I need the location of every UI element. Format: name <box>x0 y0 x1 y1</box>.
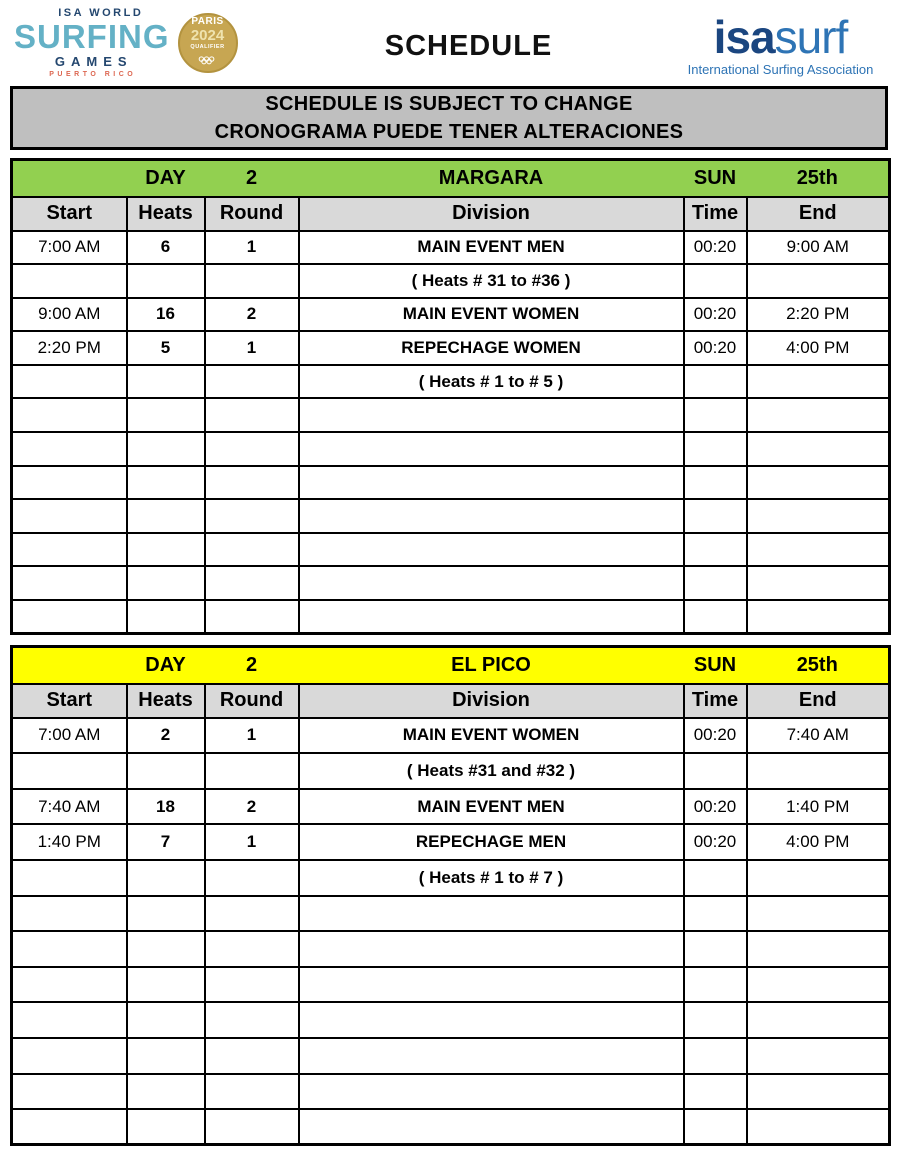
margara-row-11 <box>12 600 890 634</box>
column-header-heats: Heats <box>127 684 205 718</box>
column-header-round: Round <box>205 197 299 231</box>
cell-division <box>299 432 684 466</box>
cell-round <box>205 533 299 567</box>
cell-start <box>12 1038 127 1074</box>
cell-time <box>684 1038 747 1074</box>
cell-division: ( Heats # 1 to # 7 ) <box>299 860 684 896</box>
elpico-row-8 <box>12 1002 890 1038</box>
margara-row-6 <box>12 432 890 466</box>
margara-row-8 <box>12 499 890 533</box>
margara-row-5 <box>12 398 890 432</box>
cell-round <box>205 566 299 600</box>
cell-time <box>684 753 747 789</box>
cell-time <box>684 533 747 567</box>
cell-time <box>684 896 747 932</box>
cell-heats <box>127 600 205 634</box>
cell-start: 7:00 AM <box>12 718 127 754</box>
cell-heats <box>127 264 205 298</box>
cell-time <box>684 365 747 399</box>
cell-end <box>747 466 890 500</box>
cell-time <box>684 499 747 533</box>
isasurf-wordmark <box>673 11 888 63</box>
cell-end <box>747 398 890 432</box>
margara-row-10 <box>12 566 890 600</box>
cell-round: 1 <box>205 718 299 754</box>
margara-band-cell-5: 25th <box>747 160 890 197</box>
cell-end <box>747 533 890 567</box>
elpico-band-cell-2: 2 <box>205 647 299 684</box>
cell-start: 2:20 PM <box>12 331 127 365</box>
column-header-division: Division <box>299 684 684 718</box>
cell-heats <box>127 860 205 896</box>
column-header-start: Start <box>12 684 127 718</box>
cell-round: 2 <box>205 789 299 825</box>
logo-puerto-rico-text: PUERTO RICO <box>49 71 137 78</box>
title-container <box>264 8 673 63</box>
cell-start <box>12 1109 127 1145</box>
elpico-row-5 <box>12 896 890 932</box>
cell-heats: 2 <box>127 718 205 754</box>
cell-end <box>747 1038 890 1074</box>
cell-round <box>205 365 299 399</box>
cell-start <box>12 931 127 967</box>
cell-end <box>747 896 890 932</box>
cell-heats: 18 <box>127 789 205 825</box>
cell-end <box>747 1109 890 1145</box>
cell-time <box>684 967 747 1003</box>
cell-end <box>747 967 890 1003</box>
cell-end <box>747 860 890 896</box>
cell-division <box>299 466 684 500</box>
cell-division: ( Heats #31 and #32 ) <box>299 753 684 789</box>
margara-row-2 <box>12 298 890 332</box>
cell-division <box>299 600 684 634</box>
cell-start: 7:40 AM <box>12 789 127 825</box>
cell-round <box>205 753 299 789</box>
cell-heats: 6 <box>127 231 205 265</box>
cell-time <box>684 398 747 432</box>
cell-division: ( Heats # 1 to # 5 ) <box>299 365 684 399</box>
cell-division: REPECHAGE WOMEN <box>299 331 684 365</box>
cell-heats <box>127 1002 205 1038</box>
cell-division: MAIN EVENT WOMEN <box>299 298 684 332</box>
column-header-round: Round <box>205 684 299 718</box>
cell-round <box>205 860 299 896</box>
cell-division <box>299 566 684 600</box>
cell-round <box>205 931 299 967</box>
cell-heats <box>127 398 205 432</box>
cell-start <box>12 365 127 399</box>
cell-start <box>12 896 127 932</box>
cell-time: 00:20 <box>684 231 747 265</box>
cell-time <box>684 600 747 634</box>
isasurf-subtitle: International Surfing Association <box>687 62 874 77</box>
cell-round <box>205 1109 299 1145</box>
margara-band-cell-2: 2 <box>205 160 299 197</box>
badge-qualifier-text: QUALIFIER <box>190 44 225 51</box>
cell-end <box>747 432 890 466</box>
cell-round <box>205 896 299 932</box>
cell-heats <box>127 365 205 399</box>
cell-start <box>12 264 127 298</box>
cell-start <box>12 566 127 600</box>
cell-division <box>299 1038 684 1074</box>
cell-start: 1:40 PM <box>12 824 127 860</box>
cell-heats <box>127 896 205 932</box>
margara-band-cell-1: DAY <box>127 160 205 197</box>
badge-paris-text: PARIS <box>191 16 224 28</box>
cell-start: 7:00 AM <box>12 231 127 265</box>
cell-division <box>299 499 684 533</box>
margara-row-7 <box>12 466 890 500</box>
elpico-band-cell-4: SUN <box>684 647 747 684</box>
cell-end <box>747 931 890 967</box>
margara-band-cell-4: SUN <box>684 160 747 197</box>
cell-end: 4:00 PM <box>747 331 890 365</box>
cell-time <box>684 1074 747 1110</box>
cell-heats: 7 <box>127 824 205 860</box>
cell-time <box>684 931 747 967</box>
cell-heats <box>127 967 205 1003</box>
cell-start <box>12 967 127 1003</box>
cell-division <box>299 896 684 932</box>
isasurf-logo <box>673 8 888 76</box>
cell-heats <box>127 753 205 789</box>
cell-start: 9:00 AM <box>12 298 127 332</box>
cell-start <box>12 600 127 634</box>
paris-2024-qualifier-badge <box>178 13 238 73</box>
cell-start <box>12 1074 127 1110</box>
cell-division <box>299 398 684 432</box>
cell-round <box>205 1038 299 1074</box>
cell-division <box>299 931 684 967</box>
cell-heats <box>127 499 205 533</box>
cell-division: MAIN EVENT WOMEN <box>299 718 684 754</box>
margara-band-row <box>12 160 890 197</box>
cell-end <box>747 499 890 533</box>
cell-heats: 5 <box>127 331 205 365</box>
cell-start <box>12 466 127 500</box>
cell-time <box>684 1109 747 1145</box>
elpico-band-cell-5: 25th <box>747 647 890 684</box>
cell-division <box>299 1074 684 1110</box>
schedule-notice-banner <box>10 86 888 150</box>
logo-isa-world-text: ISA WORLD <box>58 7 144 19</box>
cell-heats <box>127 533 205 567</box>
cell-round <box>205 1002 299 1038</box>
cell-end <box>747 365 890 399</box>
elpico-row-3 <box>12 824 890 860</box>
cell-time: 00:20 <box>684 331 747 365</box>
cell-division: REPECHAGE MEN <box>299 824 684 860</box>
cell-round <box>205 398 299 432</box>
surfing-games-wordmark <box>14 8 170 78</box>
cell-end <box>747 264 890 298</box>
cell-time <box>684 264 747 298</box>
cell-round: 2 <box>205 298 299 332</box>
column-header-heats: Heats <box>127 197 205 231</box>
margara-column-header-row <box>12 197 890 231</box>
notice-line-en: SCHEDULE IS SUBJECT TO CHANGE <box>265 92 633 115</box>
margara-row-3 <box>12 331 890 365</box>
badge-2024-text: 2024 <box>190 27 225 45</box>
cell-round: 1 <box>205 231 299 265</box>
elpico-band-cell-3: EL PICO <box>299 647 684 684</box>
cell-division <box>299 1109 684 1145</box>
cell-time <box>684 466 747 500</box>
cell-time <box>684 1002 747 1038</box>
elpico-row-0 <box>12 718 890 754</box>
elpico-row-11 <box>12 1109 890 1145</box>
cell-round: 1 <box>205 331 299 365</box>
cell-round <box>205 600 299 634</box>
cell-start <box>12 1002 127 1038</box>
cell-start <box>12 499 127 533</box>
cell-heats <box>127 931 205 967</box>
isa-world-surfing-games-logo <box>14 8 264 78</box>
elpico-row-2 <box>12 789 890 825</box>
cell-heats <box>127 1038 205 1074</box>
column-header-end: End <box>747 197 890 231</box>
cell-end <box>747 566 890 600</box>
logo-surfing-text: SURFING <box>14 18 170 55</box>
cell-end: 4:00 PM <box>747 824 890 860</box>
cell-time: 00:20 <box>684 718 747 754</box>
margara-row-1 <box>12 264 890 298</box>
cell-heats <box>127 1109 205 1145</box>
cell-heats <box>127 466 205 500</box>
cell-division: MAIN EVENT MEN <box>299 789 684 825</box>
cell-end: 2:20 PM <box>747 298 890 332</box>
cell-round <box>205 432 299 466</box>
column-header-division: Division <box>299 197 684 231</box>
cell-round: 1 <box>205 824 299 860</box>
cell-heats <box>127 432 205 466</box>
cell-division <box>299 533 684 567</box>
cell-division: MAIN EVENT MEN <box>299 231 684 265</box>
cell-end: 1:40 PM <box>747 789 890 825</box>
notice-line-es: CRONOGRAMA PUEDE TENER ALTERACIONES <box>214 120 684 143</box>
logo-games-text: GAMES <box>54 54 133 69</box>
schedule-tables <box>10 158 888 1146</box>
margara-row-4 <box>12 365 890 399</box>
cell-end: 9:00 AM <box>747 231 890 265</box>
cell-time <box>684 432 747 466</box>
isasurf-surf-text: surf <box>774 11 848 63</box>
column-header-time: Time <box>684 684 747 718</box>
elpico-column-header-row <box>12 684 890 718</box>
elpico-band-cell-0 <box>12 647 127 684</box>
cell-time: 00:20 <box>684 298 747 332</box>
cell-round <box>205 499 299 533</box>
cell-start <box>12 753 127 789</box>
margara-band-cell-3: MARGARA <box>299 160 684 197</box>
elpico-band-cell-1: DAY <box>127 647 205 684</box>
page-header <box>0 0 900 84</box>
margara-row-0 <box>12 231 890 265</box>
cell-end <box>747 1074 890 1110</box>
cell-start <box>12 860 127 896</box>
cell-round <box>205 967 299 1003</box>
cell-division <box>299 1002 684 1038</box>
margara-row-9 <box>12 533 890 567</box>
cell-division <box>299 967 684 1003</box>
cell-heats <box>127 1074 205 1110</box>
column-header-start: Start <box>12 197 127 231</box>
elpico-row-10 <box>12 1074 890 1110</box>
column-header-end: End <box>747 684 890 718</box>
isasurf-isa-text: isa <box>713 11 775 63</box>
page-title: SCHEDULE <box>384 30 553 62</box>
margara-band-cell-0 <box>12 160 127 197</box>
cell-end: 7:40 AM <box>747 718 890 754</box>
cell-round <box>205 264 299 298</box>
olympic-rings-icon <box>197 53 219 69</box>
cell-end <box>747 753 890 789</box>
margara-schedule-table <box>10 158 891 635</box>
cell-heats: 16 <box>127 298 205 332</box>
elpico-schedule-table <box>10 645 891 1146</box>
cell-end <box>747 1002 890 1038</box>
cell-start <box>12 398 127 432</box>
elpico-row-1 <box>12 753 890 789</box>
cell-start <box>12 432 127 466</box>
elpico-band-row <box>12 647 890 684</box>
elpico-row-6 <box>12 931 890 967</box>
cell-division: ( Heats # 31 to #36 ) <box>299 264 684 298</box>
elpico-row-9 <box>12 1038 890 1074</box>
elpico-row-7 <box>12 967 890 1003</box>
column-header-time: Time <box>684 197 747 231</box>
cell-time: 00:20 <box>684 789 747 825</box>
elpico-row-4 <box>12 860 890 896</box>
cell-time <box>684 566 747 600</box>
cell-heats <box>127 566 205 600</box>
cell-end <box>747 600 890 634</box>
cell-round <box>205 1074 299 1110</box>
cell-time: 00:20 <box>684 824 747 860</box>
cell-start <box>12 533 127 567</box>
cell-round <box>205 466 299 500</box>
cell-time <box>684 860 747 896</box>
